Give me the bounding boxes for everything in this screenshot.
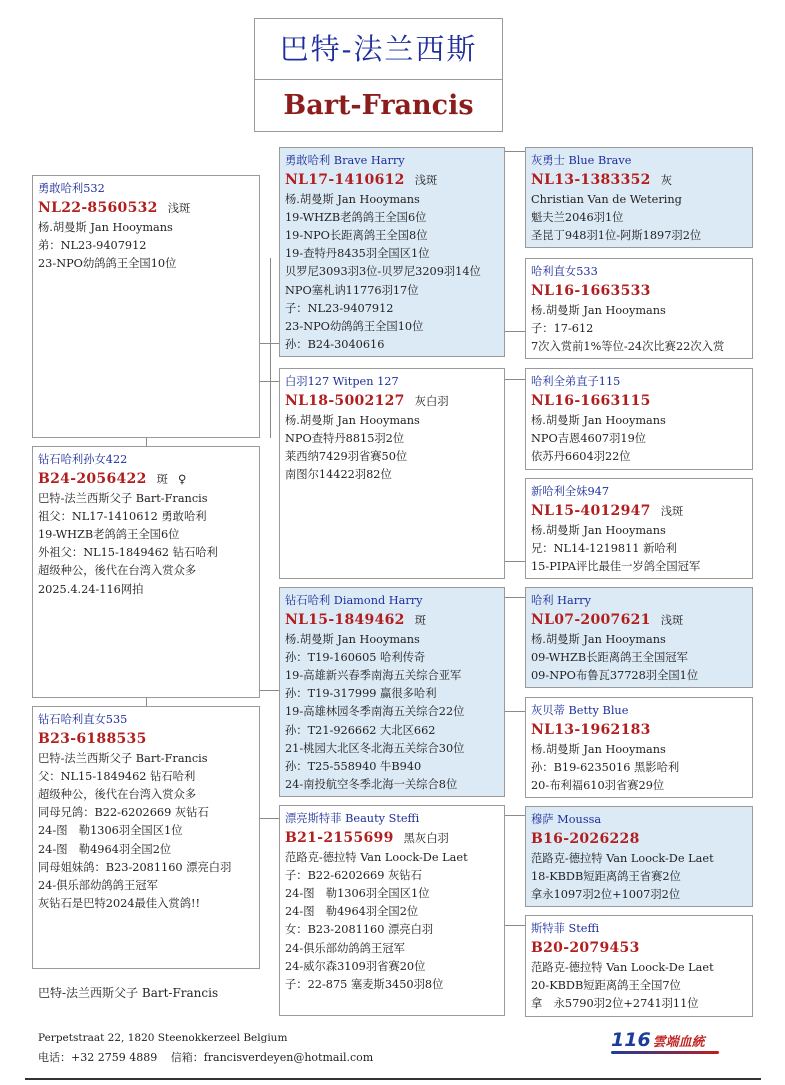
dsd-line-3: 20-布利福610羽省赛29位 <box>531 779 665 793</box>
ds-line-4: 孙：T19-317999 赢很多哈利 <box>285 687 437 701</box>
subject-line-1: 巴特-法兰西斯父子 Bart-Francis <box>38 492 208 506</box>
owner-phone: 电话：+32 2759 4889 <box>38 1051 158 1064</box>
dss-color: 浅斑 <box>660 614 684 628</box>
connector-dam-dd <box>259 818 280 819</box>
ss-line-5: 贝罗尼3093羽3位-贝罗尼3209羽14位 <box>285 265 481 279</box>
card-sdd <box>525 478 753 579</box>
card-sss <box>525 147 753 248</box>
card-sire <box>32 175 260 438</box>
ss-line-8: 23-NPO幼鸽鸽王全国10位 <box>285 319 424 333</box>
sire-name: 勇敢哈利532 <box>38 182 105 195</box>
sds-line-2: NPO吉恩4607羽19位 <box>531 432 647 446</box>
bottom-divider <box>25 1078 761 1080</box>
subject-line-6: 2025.4.24-116网拍 <box>38 582 144 596</box>
subject-name: 钻石哈利孙女422 <box>38 453 128 466</box>
dds-line-1: 范路克-德拉特 Van Loock-De Laet <box>531 852 714 866</box>
sss-name: 灰勇士 Blue Brave <box>531 154 632 167</box>
subject-ring-number: B24-2056422 <box>38 471 147 488</box>
sdd-ring-number: NL15-4012947 <box>531 503 651 520</box>
ss-line-6: NPO塞札讷11776羽17位 <box>285 283 419 297</box>
sss-line-3: 圣昆丁948羽1位-阿斯1897羽2位 <box>531 229 702 243</box>
dds-name: 穆萨 Moussa <box>531 813 602 826</box>
logo-116 <box>611 1029 705 1055</box>
dsd-line-2: 孙：B19-6235016 黑影哈利 <box>531 761 680 775</box>
owner-name: 巴特-法兰西斯父子 Bart-Francis <box>38 986 219 1000</box>
card-dss <box>525 587 753 688</box>
dd-line-6: 24-俱乐部幼鸽鸽王冠军 <box>285 941 405 955</box>
ds-line-9: 24-南投航空冬季北海一关综合8位 <box>285 777 458 791</box>
ss-line-1: 杨.胡曼斯 Jan Hooymans <box>285 193 420 207</box>
dam-line-6: 24-图 勒4964羽全国2位 <box>38 842 172 856</box>
dss-ring-number: NL07-2007621 <box>531 612 651 629</box>
connector-dd-dds <box>504 815 526 816</box>
dss-line-3: 09-NPO布鲁瓦37728羽全国1位 <box>531 669 699 683</box>
dsd-ring-number: NL13-1962183 <box>531 722 651 739</box>
ssd-name: 哈利直女533 <box>531 265 598 278</box>
dd-line-8: 子：22-875 塞麦斯3450羽8位 <box>285 977 444 991</box>
connector-ds-dss <box>504 597 526 598</box>
ds-color: 斑 <box>414 614 427 628</box>
female-symbol-icon: ♀ <box>177 473 187 487</box>
owner-email: 信箱：francisverdeyen@hotmail.com <box>170 1051 374 1064</box>
dd-line-3: 24-图 勒1306羽全国区1位 <box>285 887 430 901</box>
sd-name: 白羽127 Witpen 127 <box>285 375 399 388</box>
dam-ring-number: B23-6188535 <box>38 731 147 748</box>
subject-line-5: 超级种公，後代在台湾入赏众多 <box>38 564 197 578</box>
ss-ring-number: NL17-1410612 <box>285 172 405 189</box>
connector-sire-sd <box>259 381 280 382</box>
sire-line-2: 弟：NL23-9407912 <box>38 239 147 253</box>
card-dds <box>525 806 753 907</box>
ds-line-3: 19-高雄新兴春季南海五关综合亚军 <box>285 669 462 683</box>
sds-ring-number: NL16-1663115 <box>531 393 651 410</box>
ddd-line-1: 范路克-德拉特 Van Loock-De Laet <box>531 961 714 975</box>
dam-line-2: 父：NL15-1849462 钻石哈利 <box>38 770 196 784</box>
ss-line-2: 19-WHZB老鸽鸽王全国6位 <box>285 211 427 225</box>
connector-dam-ds <box>259 690 280 691</box>
sds-line-3: 依苏丹6604羽22位 <box>531 450 631 464</box>
sdd-color: 浅斑 <box>660 505 684 519</box>
ss-line-4: 19-查特丹8435羽全国区1位 <box>285 247 430 261</box>
sire-color: 浅斑 <box>167 202 191 216</box>
dds-line-3: 拿永1097羽2位+1007羽2位 <box>531 888 681 902</box>
owner-address: Perpetstraat 22, 1820 Steenokkerzeel Belgium <box>38 1032 288 1044</box>
dam-line-9: 灰钻石是巴特2024最佳入赏鸽!! <box>38 896 201 910</box>
logo-swoosh-icon <box>611 1051 719 1054</box>
dam-line-3: 超级种公，後代在台湾入赏众多 <box>38 788 197 802</box>
dss-name: 哈利 Harry <box>531 594 591 607</box>
sire-ring-number: NL22-8560532 <box>38 200 158 217</box>
subject-line-2: 祖父：NL17-1410612 勇敢哈利 <box>38 510 207 524</box>
dsd-line-1: 杨.胡曼斯 Jan Hooymans <box>531 743 666 757</box>
ddd-line-3: 拿 永5790羽2位+2741羽11位 <box>531 997 699 1011</box>
dd-ring-number: B21-2155699 <box>285 830 394 847</box>
connector-ss-sss <box>504 151 526 152</box>
ss-line-9: 孙：B24-3040616 <box>285 337 385 351</box>
dam-name: 钻石哈利直女535 <box>38 713 128 726</box>
ds-line-2: 孙：T19-160605 哈利传奇 <box>285 651 426 665</box>
ss-line-3: 19-NPO长距离鸽王全国8位 <box>285 229 428 243</box>
ds-ring-number: NL15-1849462 <box>285 612 405 629</box>
dam-line-7: 同母姐妹鸽：B23-2081160 漂亮白羽 <box>38 860 232 874</box>
dd-color: 黑灰白羽 <box>403 832 449 846</box>
ssd-ring-number: NL16-1663533 <box>531 283 651 300</box>
sd-ring-number: NL18-5002127 <box>285 393 405 410</box>
dds-line-2: 18-KBDB短距离鸽王省赛2位 <box>531 870 681 884</box>
dd-name: 漂亮斯特菲 Beauty Steffi <box>285 812 420 825</box>
card-sire-sire <box>279 147 505 357</box>
sss-color: 灰 <box>660 174 673 188</box>
dds-ring-number: B16-2026228 <box>531 831 640 848</box>
connector-dd-ddd <box>504 925 526 926</box>
dam-line-5: 24-图 勒1306羽全国区1位 <box>38 824 183 838</box>
sds-name: 哈利全弟直子115 <box>531 375 621 388</box>
sd-line-1: 杨.胡曼斯 Jan Hooymans <box>285 414 420 428</box>
sdd-line-3: 15-PIPA评比最佳一岁鸽全国冠军 <box>531 560 701 574</box>
card-ssd <box>525 258 753 359</box>
title-english: Bart-Francis <box>283 90 474 121</box>
sd-color: 灰白羽 <box>414 395 449 409</box>
card-dam-dam <box>279 805 505 1016</box>
card-sire-dam <box>279 368 505 579</box>
ddd-ring-number: B20-2079453 <box>531 940 640 957</box>
dd-line-4: 24-图 勒4964羽全国2位 <box>285 905 419 919</box>
connector-sd-sdd <box>504 561 526 562</box>
card-dsd <box>525 697 753 798</box>
subject-line-3: 19-WHZB老鸽鸽王全国6位 <box>38 528 180 542</box>
card-sds <box>525 368 753 470</box>
card-subject <box>32 446 260 698</box>
card-dam <box>32 706 260 969</box>
sd-line-2: NPO查特丹8815羽2位 <box>285 432 405 446</box>
ss-name: 勇敢哈利 Brave Harry <box>285 154 405 167</box>
ddd-line-2: 20-KBDB短距离鸽王全国7位 <box>531 979 681 993</box>
card-dam-sire <box>279 587 505 797</box>
ds-line-7: 21-桃园大北区冬北海五关综合30位 <box>285 741 465 755</box>
ds-name: 钻石哈利 Diamond Harry <box>285 594 423 607</box>
sire-line-3: 23-NPO幼鸽鸽王全国10位 <box>38 257 177 271</box>
sdd-name: 新哈利全妹947 <box>531 485 610 498</box>
ds-line-1: 杨.胡曼斯 Jan Hooymans <box>285 633 420 647</box>
card-ddd <box>525 915 753 1017</box>
dss-line-2: 09-WHZB长距离鸽王全国冠军 <box>531 651 688 665</box>
owner-contact <box>38 1049 383 1065</box>
sds-line-1: 杨.胡曼斯 Jan Hooymans <box>531 414 666 428</box>
title-chinese: 巴特-法兰西斯 <box>255 19 502 80</box>
ss-color: 浅斑 <box>414 174 438 188</box>
sd-line-4: 南图尔14422羽82位 <box>285 468 392 482</box>
ddd-name: 斯特菲 Steffi <box>531 922 600 935</box>
subject-color: 斑 <box>156 473 168 487</box>
sire-line-1: 杨.胡曼斯 Jan Hooymans <box>38 221 173 235</box>
dd-line-1: 范路克-德拉特 Van Loock-De Laet <box>285 851 468 865</box>
ssd-line-2: 子：17-612 <box>531 322 594 336</box>
dss-line-1: 杨.胡曼斯 Jan Hooymans <box>531 633 666 647</box>
sss-ring-number: NL13-1383352 <box>531 172 651 189</box>
sss-line-1: Christian Van de Wetering <box>531 193 682 207</box>
connector-ss-ssd <box>504 331 526 332</box>
ssd-line-1: 杨.胡曼斯 Jan Hooymans <box>531 304 666 318</box>
dsd-name: 灰贝蒂 Betty Blue <box>531 704 629 717</box>
ssd-line-3: 7次入赏前1%等位-24次比赛22次入赏 <box>531 340 725 354</box>
logo-number: 116 <box>611 1029 651 1051</box>
subject-line-4: 外祖父：NL15-1849462 钻石哈利 <box>38 546 218 560</box>
ds-line-6: 孙：T21-926662 大北区662 <box>285 723 436 737</box>
connector-sire-vertical <box>270 258 271 438</box>
dd-line-5: 女：B23-2081160 漂亮白羽 <box>285 923 434 937</box>
sdd-line-1: 杨.胡曼斯 Jan Hooymans <box>531 524 666 538</box>
ds-line-5: 19-高雄林园冬季南海五关综合22位 <box>285 705 465 719</box>
sdd-line-2: 兄：NL14-1219811 新哈利 <box>531 542 677 556</box>
dam-line-1: 巴特-法兰西斯父子 Bart-Francis <box>38 752 208 766</box>
logo-text: 雲端血統 <box>652 1035 705 1050</box>
title-box <box>254 18 503 132</box>
connector-sd-sds <box>504 379 526 380</box>
ss-line-7: 子：NL23-9407912 <box>285 301 394 315</box>
sss-line-2: 魁夫兰2046羽1位 <box>531 211 624 225</box>
ds-line-8: 孙：T25-558940 牛B940 <box>285 759 422 773</box>
connector-ds-dsd <box>504 711 526 712</box>
dd-line-7: 24-威尔森3109羽省赛20位 <box>285 959 426 973</box>
sd-line-3: 莱西纳7429羽省赛50位 <box>285 450 408 464</box>
dam-line-8: 24-俱乐部幼鸽鸽王冠军 <box>38 878 158 892</box>
dd-line-2: 子：B22-6202669 灰钻石 <box>285 869 422 883</box>
dam-line-4: 同母兄鸽：B22-6202669 灰钻石 <box>38 806 209 820</box>
